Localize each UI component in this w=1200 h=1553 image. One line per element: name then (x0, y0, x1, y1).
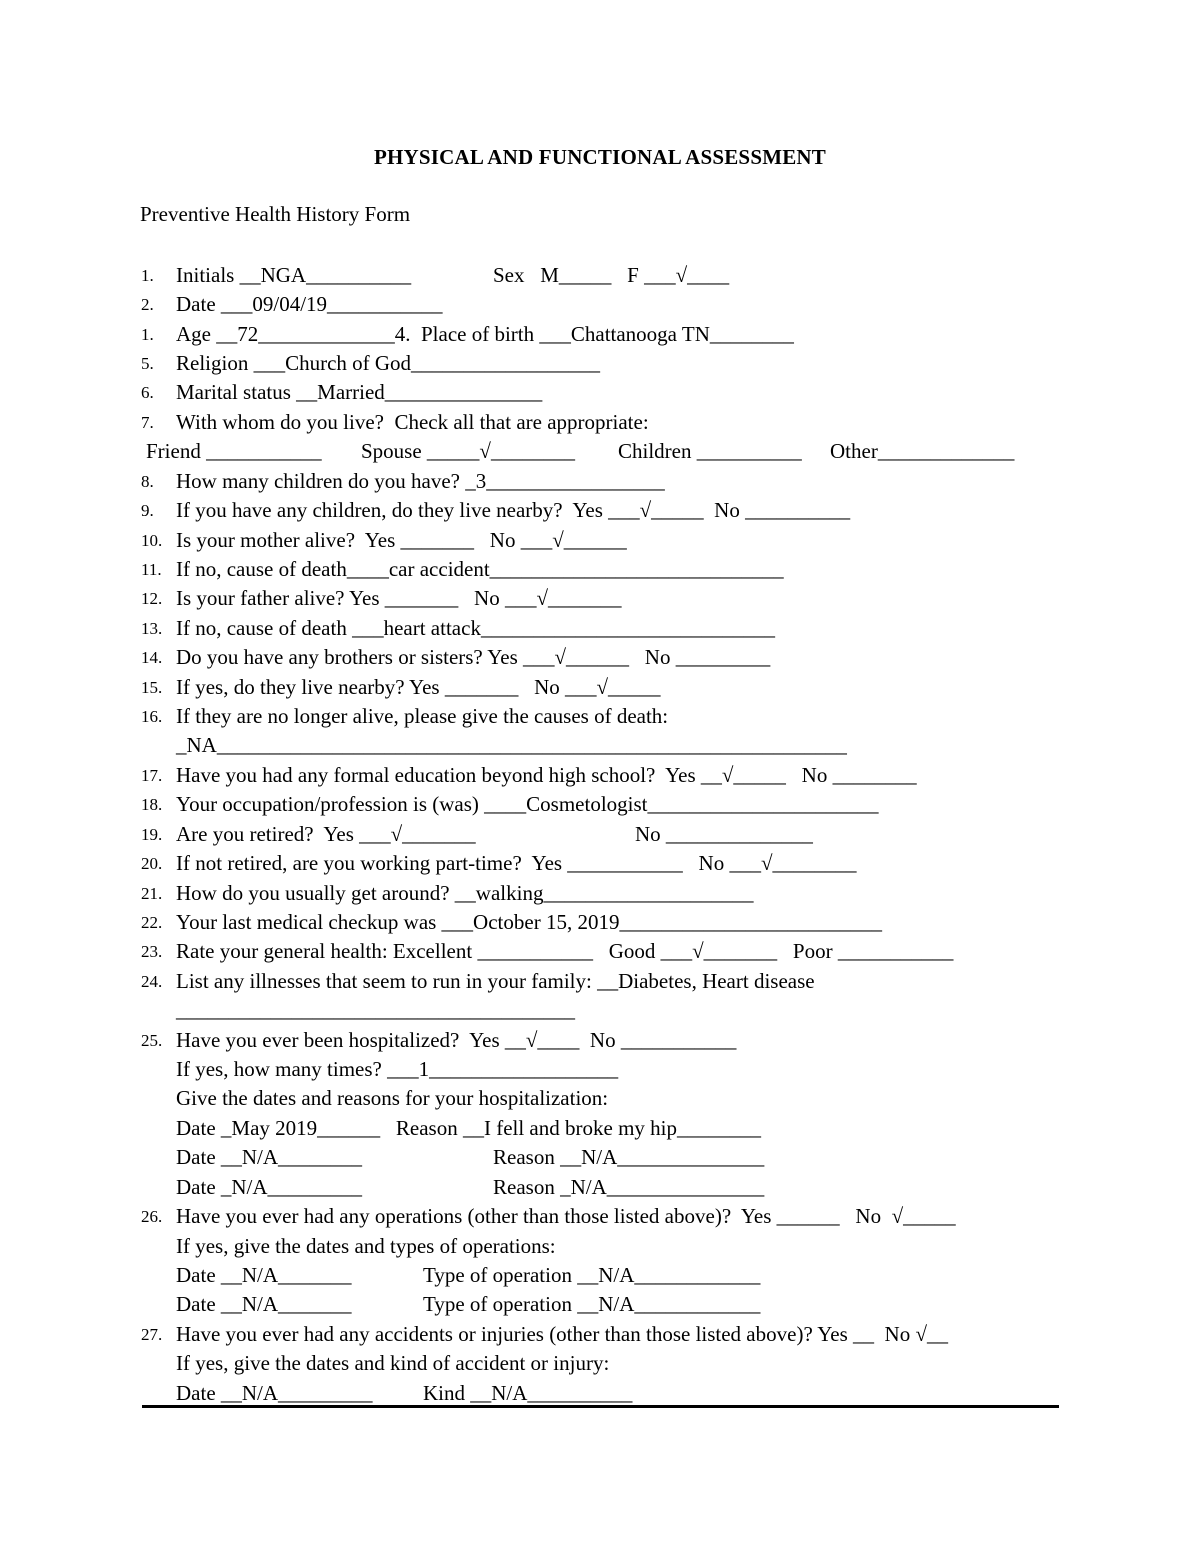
form-field-text: If no, cause of death____car accident____________________________ (176, 557, 784, 581)
item-number: 13. (141, 619, 163, 638)
form-field-text: Date ___09/04/19___________ (176, 292, 443, 316)
form-line (0, 555, 1200, 584)
form-field-text: Reason __N/A______________ (493, 1145, 765, 1169)
form-field-text: Other_____________ (830, 439, 1015, 463)
form-line (0, 1320, 1200, 1349)
form-line (0, 1232, 1200, 1261)
form-field-text: Date _N/A_________ (176, 1175, 363, 1199)
form-line (0, 320, 1200, 349)
form-line (0, 731, 1200, 760)
form-field-text: With whom do you live? Check all that are appropriate: (176, 410, 649, 434)
form-line (0, 349, 1200, 378)
form-field-text: If no, cause of death ___heart attack____________________________ (176, 616, 775, 640)
item-number: 5. (141, 354, 154, 373)
form-field-text: Have you ever had any operations (other than those listed above)? Yes ______ No √_____ (176, 1204, 956, 1228)
form-field-text: Is your mother alive? Yes _______ No ___√______ (176, 528, 627, 552)
form-field-text: How many children do you have? _3_________________ (176, 469, 665, 493)
item-number: 8. (141, 472, 154, 491)
item-number: 27. (141, 1325, 163, 1344)
item-number: 17. (141, 766, 163, 785)
form-field-text: If they are no longer alive, please give the causes of death: (176, 704, 669, 728)
item-number: 6. (141, 383, 154, 402)
form-field-text: Give the dates and reasons for your hospitalization: (176, 1086, 609, 1110)
form-line (0, 496, 1200, 525)
form-field-text: If yes, do they live nearby? Yes _______ No ___√_____ (176, 675, 661, 699)
form-field-text: Sex M_____ F ___√____ (493, 263, 730, 287)
form-field-text: Children __________ (618, 439, 802, 463)
form-field-text: Reason _N/A_______________ (493, 1175, 765, 1199)
form-field-text: _NA____________________________________________________________ (176, 733, 847, 757)
form-field-text: How do you usually get around? __walking____________________ (176, 881, 754, 905)
form-field-text: Religion ___Church of God__________________ (176, 351, 601, 375)
form-line (0, 614, 1200, 643)
item-number: 14. (141, 648, 163, 667)
form-line (0, 1261, 1200, 1290)
form-line (0, 290, 1200, 319)
form-line (0, 879, 1200, 908)
form-field-text: Your last medical checkup was ___October 15, 2019_________________________ (176, 910, 882, 934)
form-field-text: Have you ever been hospitalized? Yes __√____ No ___________ (176, 1028, 737, 1052)
form-line (0, 967, 1200, 996)
form-line (0, 790, 1200, 819)
item-number: 1. (141, 325, 154, 344)
item-number: 12. (141, 589, 163, 608)
form-line (0, 1143, 1200, 1172)
form-line (0, 937, 1200, 966)
form-field-text: Date __N/A_______ (176, 1263, 352, 1287)
form-line (0, 408, 1200, 437)
form-field-text: Age __72_____________4. Place of birth ___Chattanooga TN________ (176, 322, 794, 346)
form-line (0, 1173, 1200, 1202)
item-number: 1. (141, 266, 154, 285)
item-number: 7. (141, 413, 154, 432)
form-field-text: If you have any children, do they live nearby? Yes ___√_____ No __________ (176, 498, 851, 522)
form-line (0, 643, 1200, 672)
form-field-text: List any illnesses that seem to run in your family: __Diabetes, Heart disease (176, 969, 815, 993)
form-field-text: Initials __NGA__________ (176, 263, 412, 287)
form-field-text: Type of operation __N/A____________ (423, 1263, 761, 1287)
item-number: 25. (141, 1031, 163, 1050)
form-field-text: Have you ever had any accidents or injuries (other than those listed above)? Yes __ No √__ (176, 1322, 948, 1346)
item-number: 11. (141, 560, 162, 579)
item-number: 22. (141, 913, 163, 932)
form-line (0, 996, 1200, 1025)
form-field-text: If yes, how many times? ___1__________________ (176, 1057, 619, 1081)
form-line (0, 820, 1200, 849)
item-number: 21. (141, 884, 163, 903)
form-line (0, 1055, 1200, 1084)
form-line (0, 437, 1200, 466)
form-field-text: ______________________________________ (176, 998, 575, 1022)
form-line (0, 584, 1200, 613)
form-line (0, 849, 1200, 878)
item-number: 18. (141, 795, 163, 814)
form-field-text: Rate your general health: Excellent ___________ Good ___√_______ Poor ___________ (176, 939, 954, 963)
form-field-text: Type of operation __N/A____________ (423, 1292, 761, 1316)
form-line (0, 378, 1200, 407)
form-line (0, 1202, 1200, 1231)
form-field-text: Are you retired? Yes ___√_______ (176, 822, 476, 846)
item-number: 2. (141, 295, 154, 314)
form-field-text: No ______________ (635, 822, 813, 846)
item-number: 16. (141, 707, 163, 726)
item-number: 23. (141, 942, 163, 961)
form-field-text: Do you have any brothers or sisters? Yes ___√______ No _________ (176, 645, 771, 669)
form-line (0, 1084, 1200, 1113)
item-number: 10. (141, 531, 163, 550)
item-number: 15. (141, 678, 163, 697)
form-field-text: Spouse _____√________ (361, 439, 575, 463)
item-number: 24. (141, 972, 163, 991)
form-field-text: Marital status __Married_______________ (176, 380, 543, 404)
form-line (0, 467, 1200, 496)
form-line (0, 673, 1200, 702)
form-line (0, 761, 1200, 790)
item-number: 19. (141, 825, 163, 844)
form-field-text: Date _May 2019______ Reason __I fell and broke my hip________ (176, 1116, 761, 1140)
form-subtitle: Preventive Health History Form (140, 202, 411, 226)
form-field-text: Friend ___________ (146, 439, 322, 463)
form-line (0, 1114, 1200, 1143)
form-field-text: Have you had any formal education beyond high school? Yes __√_____ No ________ (176, 763, 917, 787)
form-field-text: Kind __N/A__________ (423, 1381, 633, 1405)
item-number: 26. (141, 1207, 163, 1226)
form-field-text: Date __N/A_______ (176, 1292, 352, 1316)
form-line (0, 1026, 1200, 1055)
form-field-text: If yes, give the dates and kind of accident or injury: (176, 1351, 610, 1375)
item-number: 9. (141, 501, 154, 520)
form-field-text: Is your father alive? Yes _______ No ___√_______ (176, 586, 622, 610)
form-line (0, 1290, 1200, 1319)
form-line (0, 908, 1200, 937)
form-line (0, 1349, 1200, 1378)
item-number: 20. (141, 854, 163, 873)
page-title: PHYSICAL AND FUNCTIONAL ASSESSMENT (374, 145, 826, 169)
form-field-text: Date __N/A________ (176, 1145, 363, 1169)
form-line (0, 1379, 1200, 1408)
bottom-rule (142, 1405, 1059, 1408)
form-line (0, 702, 1200, 731)
form-field-text: Date __N/A_________ (176, 1381, 373, 1405)
form-field-text: If not retired, are you working part-time? Yes ___________ No ___√________ (176, 851, 857, 875)
form-line (0, 261, 1200, 290)
form-line (0, 526, 1200, 555)
form-field-text: If yes, give the dates and types of operations: (176, 1234, 556, 1258)
form-field-text: Your occupation/profession is (was) ____Cosmetologist______________________ (176, 792, 879, 816)
